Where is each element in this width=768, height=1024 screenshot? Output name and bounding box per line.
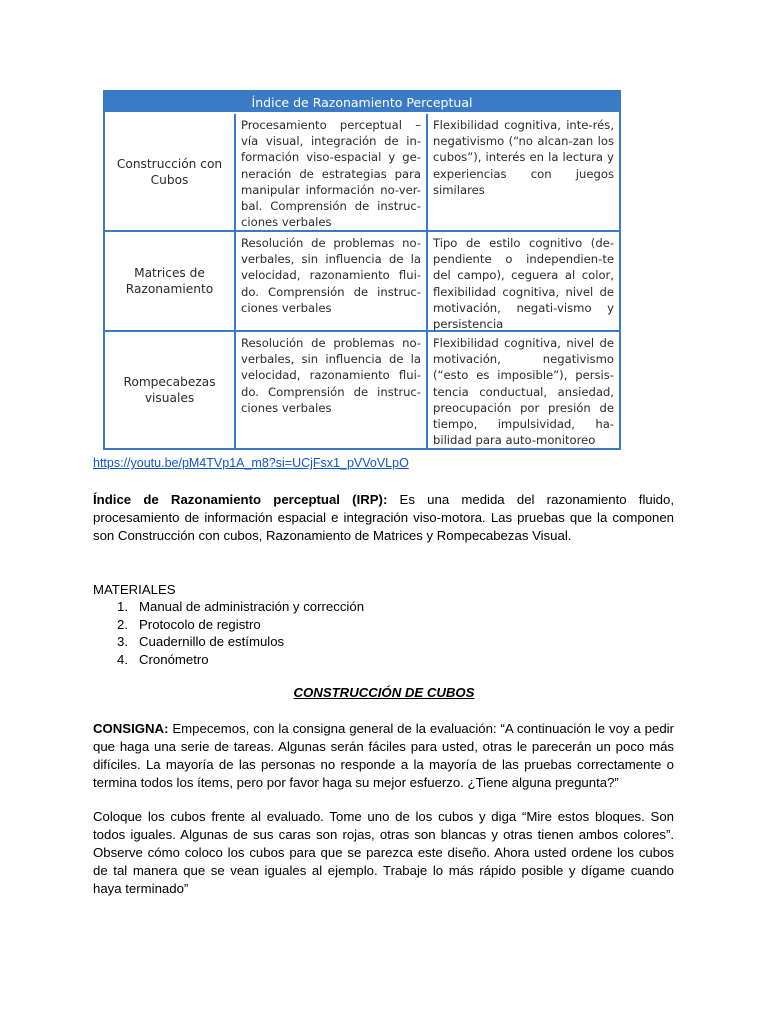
subtest-influences: Tipo de estilo cognitivo (de-pendiente o independien-te del campo), ceguera al color, flexibilidad cognitiva, nivel de motivación, negati-vismo y persistencia — [433, 236, 614, 332]
subtest-influences: Flexibilidad cognitiva, nivel de motivación, negativismo (“esto es imposible”), persis-tencia conductual, ansiedad, preocupación por presión de tiempo, impulsividad, ha-bilidad para auto-monitoreo — [433, 336, 614, 448]
irp-text: Es una medida del razonamiento fluido, procesamiento de información espacial e integración viso-motora. Las pruebas que la componen son Construcción con cubos, Razonamiento de Matrices y Rompecabezas Visual. — [93, 492, 674, 543]
list-item — [93, 616, 364, 634]
list-text: Protocolo de registro — [139, 616, 261, 632]
subtest-influences: Flexibilidad cognitiva, inte-rés, negativismo (“no alcan-zan los cubos”), interés en la lectura y experiencias con juegos similares — [433, 118, 614, 197]
list-text: Cronómetro — [139, 652, 209, 668]
table-row — [105, 330, 619, 448]
irp-paragraph — [93, 491, 674, 545]
list-number: 2. — [117, 616, 128, 632]
consigna-label: CONSIGNA: — [93, 721, 169, 736]
irp-label: Índice de Razonamiento perceptual (IRP): — [93, 492, 388, 507]
consigna-text: Empecemos, con la consigna general de la evaluación: “A continuación le voy a pedir que haga una serie de tareas. Algunas serán fáciles para usted, otras le parecerán un poco más difíciles. La mayoría de las personas no responde a la mayoría de las pruebas correctamente o termina todos los ítems, pero por favor haga su mejor esfuerzo. ¿Tiene alguna pregunta?” — [93, 721, 674, 790]
irp-table-image — [103, 90, 621, 450]
list-text: Manual de administración y corrección — [139, 599, 365, 614]
list-number: 3. — [117, 634, 128, 650]
subtest-abilities: Resolución de problemas no-verbales, sin influencia de la velocidad, razonamiento flui-do. Comprensión de instruc-ciones verbales — [236, 332, 428, 448]
youtube-link[interactable]: https://youtu.be/pM4TVp1A_m8?si=UCjFsx1_pVVoVLpO — [93, 456, 409, 470]
table-header: Índice de Razonamiento Perceptual — [105, 92, 619, 114]
table-row — [105, 114, 619, 230]
subtest-abilities: Procesamiento perceptual – vía visual, integración de in-formación viso-espacial y ge-neración de estrategias para manipular información no-ver-bal. Comprensión de instruc-ciones verbales — [236, 114, 428, 230]
table-row — [105, 230, 619, 330]
list-text: Cuadernillo de estímulos — [139, 634, 285, 650]
list-item — [93, 651, 364, 669]
materials-list — [93, 598, 364, 669]
subtest-abilities: Resolución de problemas no-verbales, sin influencia de la velocidad, razonamiento flui-do. Comprensión de instruc-ciones verbales — [236, 232, 428, 330]
subtest-name: Construcción con Cubos — [105, 114, 236, 230]
list-item — [93, 598, 364, 616]
consigna-paragraph — [93, 720, 674, 792]
list-item — [93, 633, 364, 651]
list-number: 1. — [117, 599, 128, 614]
materials-title: MATERIALES — [93, 582, 176, 597]
subtest-name: Rompecabezas visuales — [105, 332, 236, 448]
list-number: 4. — [117, 652, 128, 668]
section-title: CONSTRUCCIÓN DE CUBOS — [293, 685, 475, 700]
instructions-paragraph: Coloque los cubos frente al evaluado. Tome uno de los cubos y diga “Mire estos bloques. Son todos iguales. Algunas de sus caras son rojas, otras son blancas y otras tienen ambos colores”. Observe cómo coloco los cubos para que se parezca este diseño. Ahora usted ordene los cubos de tal manera que se vean iguales al ejemplo. Trabaje lo más rápido posible y dígame cuando haya terminado” — [93, 809, 674, 896]
subtest-name: Matrices de Razonamiento — [105, 232, 236, 330]
